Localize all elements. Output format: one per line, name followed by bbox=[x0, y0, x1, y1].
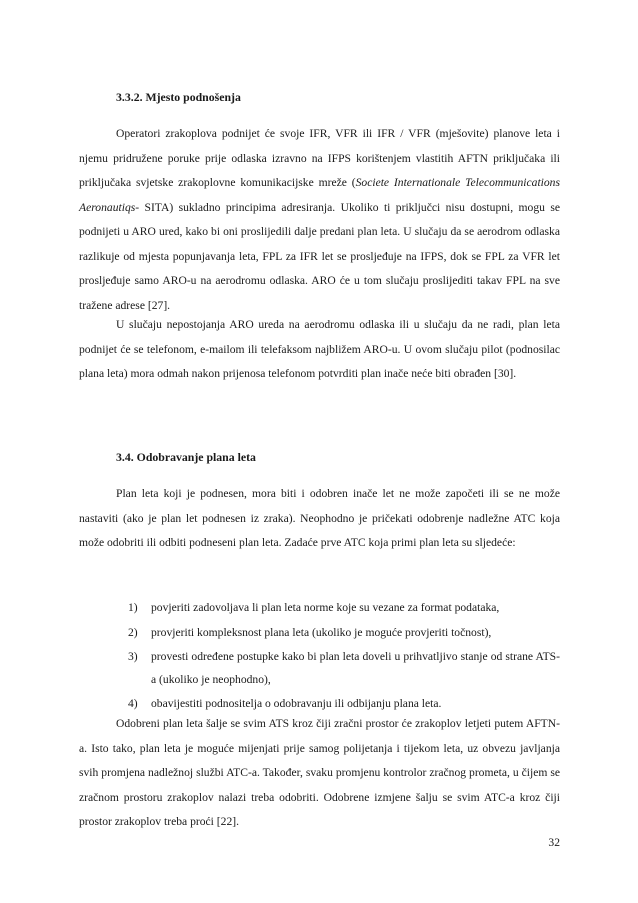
list-item bbox=[128, 597, 560, 620]
list-item bbox=[128, 646, 560, 691]
paragraph-approval-intro: Plan leta koji je podnesen, mora biti i odobren inače let ne može započeti ili se ne može nastaviti (ako je plan let podnesen iz zraka). Neophodno je pričekati odobrenje nadležne ATC koja može odobriti ili odbiti podneseni plan leta. Zadaće prve ATC koja primi plan leta su sljedeće: bbox=[79, 487, 560, 549]
paragraph-text: Operatori zrakoplova podnijet će svoje IFR, VFR ili IFR / VFR (mješovite) planove leta i njemu pridružene poruke prije odlaska izravno na IFPS korištenjem vlastitih AFTN priključaka ili priključaka svjetske zrakoplovne komunikacijske mreže ( bbox=[79, 127, 560, 189]
list-item-number: 1) bbox=[128, 601, 138, 614]
list-item-text: provesti određene postupke kako bi plan leta doveli u prihvatljivo stanje od strane ATS-a (ukoliko je neophodno), bbox=[151, 650, 560, 686]
list-item-number: 2) bbox=[128, 625, 138, 639]
section-heading-3-4: 3.4. Odobravanje plana leta bbox=[116, 450, 256, 464]
page-number: 32 bbox=[548, 836, 560, 849]
paragraph-text: - SITA) sukladno principima adresiranja. Ukoliko ti priključci nisu dostupni, mogu se podnijeti u ARO ured, kako bi oni proslijedili dalje predani plan leta. U slučaju da se aerodrom odlaska razlikuje od mjesta popunjavanja leta, FPL za IFR let se prosljeđuje na IFPS, dok se FPL za VFR let prosljeđuje samo ARO-u na aerodromu odlaska. ARO će u tom slučaju proslijediti takav FPL na sve tražene adrese [27]. bbox=[79, 200, 560, 312]
paragraph-approved-plan: Odobreni plan leta šalje se svim ATS kroz čiji zračni prostor će zrakoplov letjeti putem AFTN-a. Isto tako, plan leta je moguće mijenjati prije samog polijetanja i tijekom leta, uz obvezu javljanja svih promjena nadležnoj službi ATC-a. Također, svaku promjenu kontrolor zračnog prometa, u čijem se zračnom prostoru zrakoplov nalazi treba odobriti. Odobrene izmjene šalju se svim ATC-a kroz čiji prostor zrakoplov treba proći [22]. bbox=[79, 717, 560, 828]
paragraph-no-aro-office: U slučaju nepostojanja ARO ureda na aerodromu odlaska ili u slučaju da ne radi, plan leta podnijet će se telefonom, e-mailom ili telefaksom najbližem ARO-u. U ovom slučaju pilot (podnosilac plana leta) mora odmah nakon prijenosa telefonom potvrditi plan inače neće biti obrađen [30]. bbox=[79, 318, 560, 380]
list-item-text: provjeriti kompleksnost plana leta (ukoliko je moguće provjeriti točnost), bbox=[151, 625, 492, 639]
list-item-text: obavijestiti podnositelja o odobravanju ili odbijanju plana leta. bbox=[151, 697, 442, 710]
section-heading-3-3-2: 3.3.2. Mjesto podnošenja bbox=[116, 90, 241, 104]
atc-tasks-list bbox=[128, 597, 560, 718]
list-item bbox=[128, 622, 560, 645]
paragraph-submission-methods bbox=[79, 122, 560, 318]
list-item-number: 3) bbox=[128, 650, 138, 663]
sita-italic-name: Societe Internationale Telecommunications Aeronautiqs bbox=[79, 176, 560, 214]
list-item-text: povjeriti zadovoljava li plan leta norme koje su vezane za format podataka, bbox=[151, 601, 500, 614]
list-item-number: 4) bbox=[128, 697, 138, 710]
